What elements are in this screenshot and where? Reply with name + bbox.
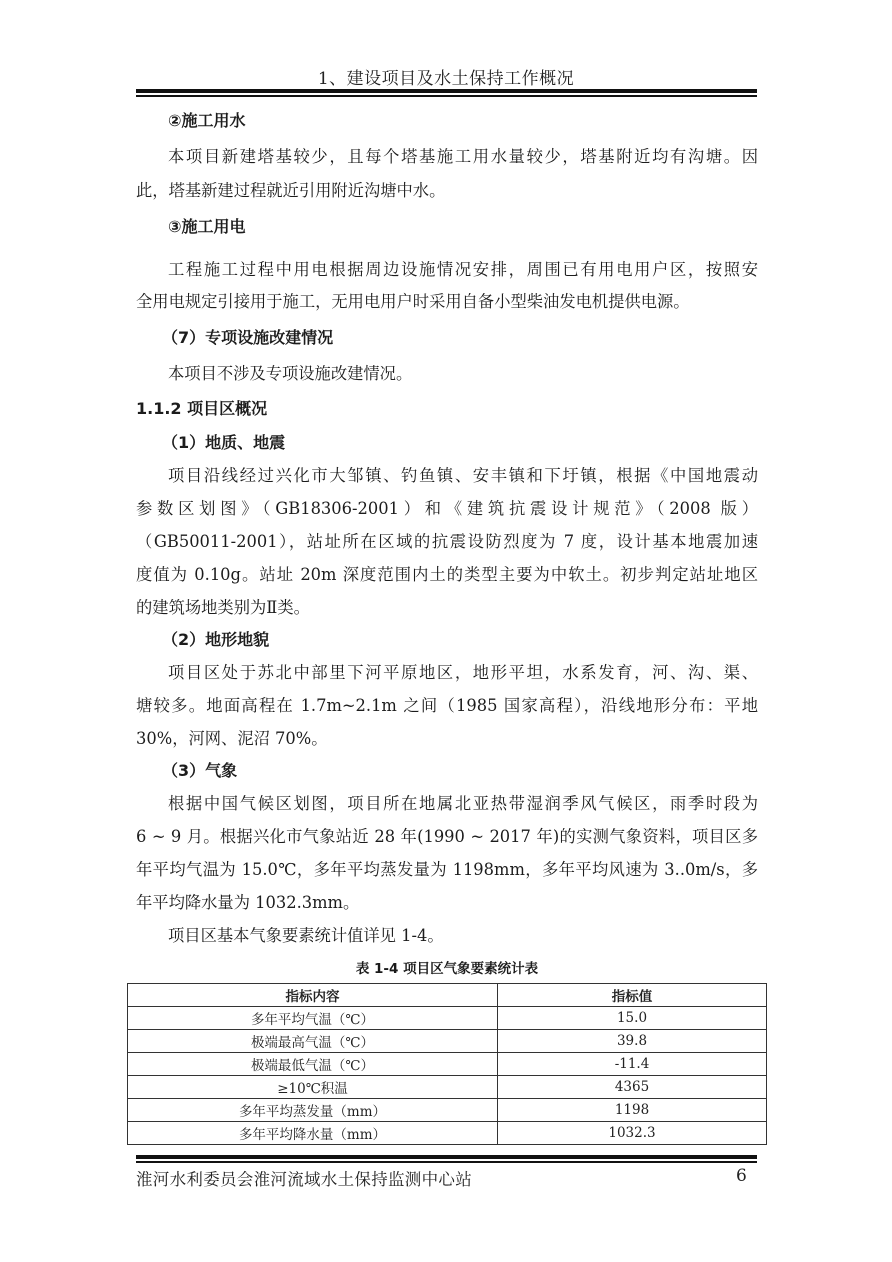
paragraph-line: 6 ~ 9 月。根据兴化市气象站近 28 年(1990 ~ 2017 年)的实测气象资料，项目区多 bbox=[136, 827, 758, 846]
table-caption: 表 1-4 项目区气象要素统计表 bbox=[355, 961, 539, 977]
table-row bbox=[128, 1030, 767, 1053]
paragraph-line: 年平均降水量为 1032.3mm。 bbox=[136, 893, 360, 912]
table-row bbox=[128, 1053, 767, 1076]
footer-rule-thick bbox=[136, 1155, 757, 1159]
heading-construction-power: ③施工用电 bbox=[168, 217, 246, 236]
heading-terrain: （2）地形地貌 bbox=[162, 630, 270, 649]
table-cell-indicator: 极端最低气温（℃） bbox=[128, 1053, 498, 1076]
table-cell-value: 39.8 bbox=[498, 1030, 767, 1053]
heading-climate: （3）气象 bbox=[162, 761, 238, 780]
header-rule-thin bbox=[136, 95, 757, 97]
paragraph-line: 参数区划图》（GB18306-2001）和《建筑抗震设计规范》（2008 版） bbox=[136, 499, 758, 518]
table-cell-value: 1032.3 bbox=[498, 1122, 767, 1145]
table-cell-value: -11.4 bbox=[498, 1053, 767, 1076]
table-row bbox=[128, 1099, 767, 1122]
paragraph-line: 项目区处于苏北中部里下河平原地区，地形平坦，水系发育，河、沟、渠、 bbox=[168, 663, 758, 682]
column-header: 指标内容 bbox=[128, 984, 498, 1007]
climate-statistics-table bbox=[127, 983, 767, 1145]
table-cell-indicator: 极端最高气温（℃） bbox=[128, 1030, 498, 1053]
table-cell-value: 4365 bbox=[498, 1076, 767, 1099]
running-header: 1、建设项目及水土保持工作概况 bbox=[317, 69, 575, 89]
paragraph-line: 年平均气温为 15.0℃，多年平均蒸发量为 1198mm，多年平均风速为 3..0m/s，多 bbox=[136, 860, 758, 879]
table-row bbox=[128, 1076, 767, 1099]
page-number: 6 bbox=[736, 1166, 747, 1186]
footer-rule-thin bbox=[136, 1161, 757, 1163]
paragraph-line: 项目沿线经过兴化市大邹镇、钓鱼镇、安丰镇和下圩镇，根据《中国地震动 bbox=[168, 466, 758, 485]
table-cell-indicator: 多年平均气温（℃） bbox=[128, 1007, 498, 1030]
paragraph-line: 全用电规定引接用于施工，无用电用户时采用自备小型柴油发电机提供电源。 bbox=[136, 292, 690, 311]
heading-geology: （1）地质、地震 bbox=[162, 433, 286, 452]
table-row bbox=[128, 1007, 767, 1030]
paragraph-line: 的建筑场地类别为Ⅱ类。 bbox=[136, 598, 310, 617]
heading-construction-water: ②施工用水 bbox=[168, 111, 246, 130]
table-cell-value: 15.0 bbox=[498, 1007, 767, 1030]
paragraph-line: 30%，河网、泥沼 70%。 bbox=[136, 729, 328, 748]
paragraph-line: 度值为 0.10g。站址 20m 深度范围内土的类型主要为中软土。初步判定站址地区 bbox=[136, 565, 758, 584]
paragraph-line: 本项目新建塔基较少，且每个塔基施工用水量较少，塔基附近均有沟塘。因 bbox=[168, 147, 758, 166]
table-cell-value: 1198 bbox=[498, 1099, 767, 1122]
heading-project-area-overview: 1.1.2 项目区概况 bbox=[136, 399, 268, 418]
header-rule-thick bbox=[136, 89, 757, 93]
table-header-row bbox=[128, 984, 767, 1007]
paragraph-line: 此，塔基新建过程就近引用附近沟塘中水。 bbox=[136, 181, 446, 200]
table-cell-indicator: 多年平均蒸发量（mm） bbox=[128, 1099, 498, 1122]
table-cell-indicator: 多年平均降水量（mm） bbox=[128, 1122, 498, 1145]
heading-special-facilities: （7）专项设施改建情况 bbox=[162, 328, 334, 347]
paragraph-line: 根据中国气候区划图，项目所在地属北亚热带湿润季风气候区，雨季时段为 bbox=[168, 794, 758, 813]
footer-organization: 淮河水利委员会淮河流域水土保持监测中心站 bbox=[136, 1170, 472, 1189]
paragraph-line: 项目区基本气象要素统计值详见 1-4。 bbox=[168, 926, 444, 945]
table-row bbox=[128, 1122, 767, 1145]
paragraph-line: 塘较多。地面高程在 1.7m~2.1m 之间（1985 国家高程），沿线地形分布：平地 bbox=[136, 696, 758, 715]
column-header: 指标值 bbox=[498, 984, 767, 1007]
paragraph-line: 工程施工过程中用电根据周边设施情况安排，周围已有用电用户区，按照安 bbox=[168, 260, 758, 279]
paragraph-line: （GB50011-2001），站址所在区域的抗震设防烈度为 7 度，设计基本地震加速 bbox=[136, 532, 758, 551]
table-cell-indicator: ≥10℃积温 bbox=[128, 1076, 498, 1099]
paragraph-line: 本项目不涉及专项设施改建情况。 bbox=[168, 364, 413, 383]
